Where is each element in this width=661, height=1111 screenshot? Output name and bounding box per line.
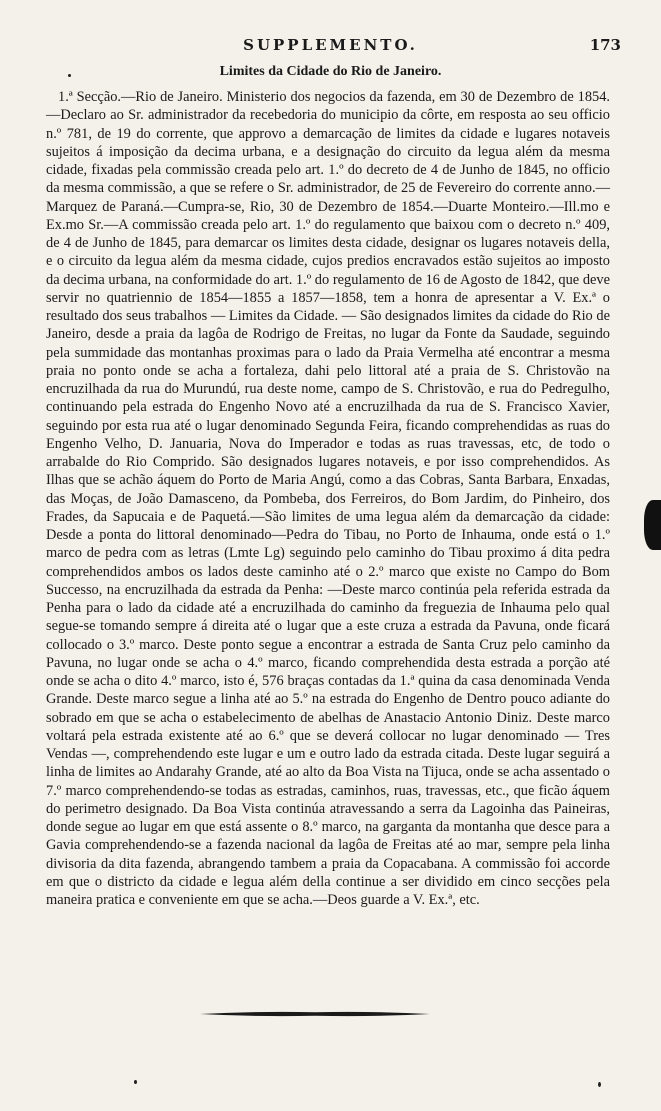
section-title: Limites da Cidade do Rio de Janeiro. bbox=[219, 64, 442, 79]
body-paragraph: 1.ª Secção.—Rio de Janeiro. Ministerio dos negocios da fazenda, em 30 de Dezembro de 1854.—Declaro ao Sr. administrador da recebedoria do municipio da côrte, em resposta ao seu officio n.º 781, de 19 do corrente, que approvo a demarcação de limites da cidade e lugares notaveis sujeitos á imposição da decima urbana, e a designação do circuito da legua além da mesma cidade, fixadas pela commissão creada pelo art. 1.º do decreto de 4 de Junho de 1845, no officio da mesma commissão, a que se refere o Sr. administrador, de 25 de Fevereiro do corrente anno.—Marquez de Paraná.—Cumpra-se, Rio, 30 de Dezembro de 1854.—Duarte Monteiro.—Ill.mo e Ex.mo Sr.—A commissão creada pelo art. 1.º do regulamento que baixou com o decreto n.º 409, de 4 de Junho de 1845, para demarcar os limites desta cidade, designar os lugares notaveis della, e o circuito da legua além da mesma cidade, cujos predios encravados estão sujeitos ao imposto da decima urbana, na conformidade do art. 1.º do regulamento de 16 de Agosto de 1842, que deve servir no quatriennio de 1854—1855 a 1857—1858, tem a honra de apresentar a V. Ex.ª o resultado dos seus trabalhos — Limites da Cidade. — São designados limites da cidade do Rio de Janeiro, desde a praia da lagôa de Rodrigo de Freitas, no lugar da Fonte da Saudade, seguindo pela summidade das montanhas proximas para o lado da Praia Vermelha até encontrar a mesma praia no ponto onde se acha a fortaleza, dahi pelo littoral até a praia de S. Christovão na encruzilhada da rua do Murundú, rua deste nome, campo de S. Christovão, e rua do Pedregulho, continuando pela estrada do Engenho Novo até a encruzilhada da rua de S. Francisco Xavier, seguindo por esta rua até o lugar denominado Segunda Feira, ficando comprehendidas as ruas do Engenho Velho, D. Januaria, Nova do Imperador e todas as ruas travessas, etc, de todo o arrabalde do Rio Comprido. São designados lugares notaveis, e por isso comprehendidos. As Ilhas que se achão áquem do Porto de Maria Angú, como a das Cobras, Santa Barbara, Enxadas, das Moças, de João Damasceno, da Pombeba, dos Ferreiros, do Bom Jardim, do Pinheiro, dos Frades, da Sapucaia e de Paquetá.—São limites de uma legua além da demarcação da cidade: Desde a ponta do littoral denominado—Pedra do Tibau, no Porto de Inhauma, onde está o 1.º marco de pedra com as letras (Lmte Lg) seguindo pelo caminho do Tibau proximo á dita pedra comprehendidos ambos os lados deste caminho até o 2.º marco que existe no Campo do Bom Successo, na encruzilhada da estrada da Penha: —Deste marco continúa pela referida estrada da Penha para o lado da cidade até a encruzilhada do caminho da freguezia de Inhauma pelo qual segue-se tomando sempre á direita até o lugar que a este cruza a estrada da Pavuna, onde ficará collocado o 3.º marco. Deste ponto segue a encontrar a estrada de Santa Cruz pelo caminho da Pavuna, no lugar onde se acha o 4.º marco, ficando comprehendida desta estrada a porção até onde se acha o dito 4.º marco, isto é, 576 braças contadas da 1.ª quina da casa denominada Venda Grande. Deste marco segue a linha até ao 5.º na estrada do Engenho de Dentro pouco adiante do sobrado em que se acha o estabelecimento de abelhas de Anastacio Antonio Diniz. Deste marco voltará pela estrada existente até ao 6.º que se deverá collocar no lugar denominado — Tres Vendas —, comprehendendo este lugar e um e outro lado da estrada citada. Deste lugar seguirá a linha de limites ao Andarahy Grande, até ao alto da Boa Vista na Tijuca, onde se acha assentado o 7.º marco comprehendendo-se todas as estradas, caminhos, ruas, travessas, etc., que ficão áquem do perimetro designado. Da Boa Vista continúa atravessando a serra da Lagoinha das Paineiras, donde segue ao lugar em que está assente o 8.º marco, na garganta da montanha que desce para a Gavia comprehendendo-se a fazenda nacional da lagôa de Freitas até ao mar, sempre pela linha divisoria da dita fazenda, abrangendo tambem a praia da Copacabana. A commissão foi accorde em que o districto da cidade e legua além della continue a ser dividido em cinco secções pela maneira pratica e conveniente em que se acha.—Deos guarde a V. Ex.ª, etc. bbox=[46, 89, 610, 908]
body-text bbox=[46, 88, 610, 909]
speck-mark bbox=[598, 1082, 601, 1087]
running-title: SUPPLEMENTO. bbox=[243, 36, 418, 54]
binding-mark bbox=[644, 500, 661, 550]
speck-mark bbox=[68, 74, 71, 77]
page-header bbox=[40, 36, 621, 60]
ornamental-rule bbox=[200, 1011, 430, 1017]
speck-mark bbox=[134, 1080, 137, 1084]
page-number: 173 bbox=[589, 36, 621, 54]
ornamental-rule-graphic bbox=[200, 1011, 430, 1017]
